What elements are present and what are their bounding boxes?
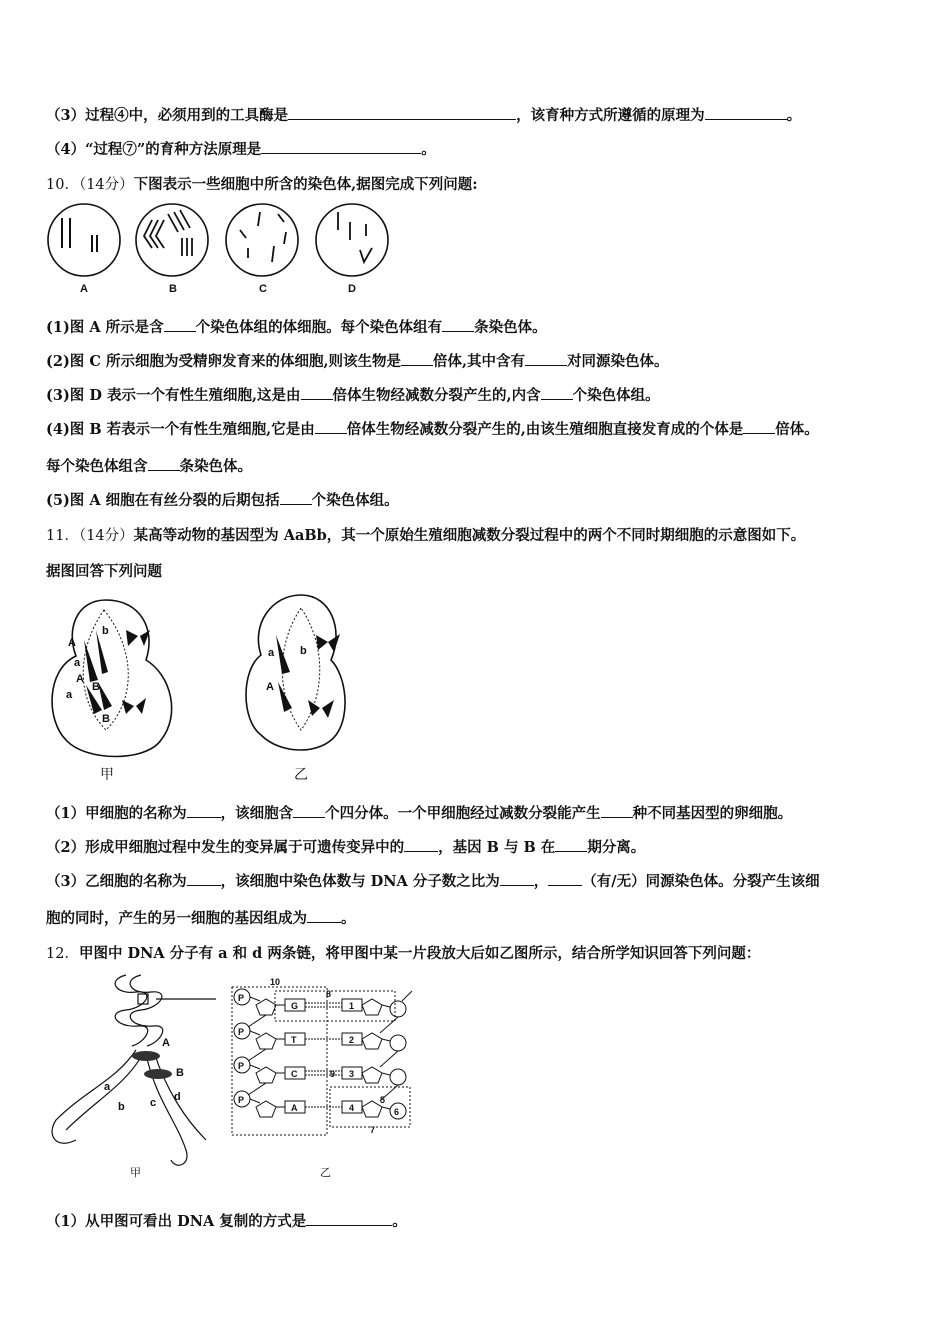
chromosome-figure xyxy=(40,200,400,300)
answer-blank[interactable] xyxy=(315,420,347,434)
q10-heading: 10．（14分）下图表示一些细胞中所含的染色体,据图完成下列问题: xyxy=(46,176,478,193)
answer-blank[interactable] xyxy=(261,140,421,154)
jia-label-A: A xyxy=(162,1037,170,1049)
yi-label-b: b xyxy=(300,645,307,657)
answer-blank[interactable] xyxy=(442,318,474,332)
fig-label-yi-dna: 乙 xyxy=(320,1166,331,1179)
num-4: 4 xyxy=(349,1103,355,1113)
jia-label-B1: B xyxy=(92,681,100,693)
fig-label-jia-dna: 甲 xyxy=(130,1166,141,1179)
jia-label-B2: B xyxy=(102,713,110,725)
answer-blank[interactable] xyxy=(306,1212,392,1226)
answer-blank[interactable] xyxy=(555,838,587,852)
jia-label-A1: A xyxy=(68,637,76,649)
q10-s4-cont: 每个染色体组含 条染色体。 xyxy=(46,458,252,475)
answer-blank[interactable] xyxy=(307,909,341,923)
base-A: A xyxy=(291,1103,298,1113)
fig-label-jia: 甲 xyxy=(100,767,114,783)
meiosis-figure xyxy=(46,590,376,790)
jia-label-A2: A xyxy=(76,673,84,685)
answer-blank[interactable] xyxy=(164,318,196,332)
num-3: 3 xyxy=(349,1069,355,1079)
phosphate-label: P xyxy=(238,1061,245,1071)
replication-enzyme-A xyxy=(132,1051,160,1061)
cell-a xyxy=(48,204,120,276)
answer-blank[interactable] xyxy=(404,838,438,852)
answer-blank[interactable] xyxy=(288,106,516,120)
num-6: 6 xyxy=(394,1107,400,1117)
num-8: 8 xyxy=(326,989,332,999)
chromosomes-d xyxy=(338,212,372,262)
num-10: 10 xyxy=(270,977,281,987)
answer-blank[interactable] xyxy=(148,457,180,471)
answer-blank[interactable] xyxy=(743,420,775,434)
cell-d xyxy=(316,204,388,276)
yi-label-A: A xyxy=(266,681,274,693)
base-T: T xyxy=(291,1035,297,1045)
answer-blank[interactable] xyxy=(705,106,787,120)
chromosomes-c xyxy=(240,212,286,262)
label-b: B xyxy=(169,283,177,295)
answer-blank[interactable] xyxy=(500,872,534,886)
q12-heading: 12．甲图中 DNA 分子有 a 和 d 两条链，将甲图中某一片段放大后如乙图所示，结合所学知识回答下列问题： xyxy=(46,945,761,962)
answer-blank[interactable] xyxy=(187,872,221,886)
q11-heading-cont: 据图回答下列问题 xyxy=(46,563,162,580)
fig-label-yi: 乙 xyxy=(294,767,308,783)
answer-blank[interactable] xyxy=(601,804,633,818)
num-5: 5 xyxy=(380,1095,386,1105)
base-C: C xyxy=(291,1069,298,1079)
label-d: D xyxy=(348,283,356,295)
phosphate-label: P xyxy=(238,1095,245,1105)
jia-label-d: d xyxy=(174,1091,181,1103)
num-1: 1 xyxy=(349,1001,355,1011)
q11-s2: （2）形成甲细胞过程中发生的变异属于可遗传变异中的 ，基因 B 与 B 在 期分离。 xyxy=(46,839,646,856)
answer-blank[interactable] xyxy=(541,386,573,400)
dna-replication-figure xyxy=(46,970,226,1180)
q9-part3: （3）过程④中，必须用到的工具酶是 ，该育种方式所遵循的原理为 。 xyxy=(46,107,802,124)
yi-label-a: a xyxy=(268,647,275,659)
base-G: G xyxy=(291,1001,299,1011)
jia-label-c: c xyxy=(150,1097,157,1109)
jia-label-a1: a xyxy=(74,657,81,669)
jia-label-b: b xyxy=(118,1101,125,1113)
answer-blank[interactable] xyxy=(401,352,433,366)
q10-s4: (4)图 B 若表示一个有性生殖细胞,它是由 倍体生物经减数分裂产生的,由该生殖细胞直接发育成的个体是 倍体。 xyxy=(46,421,819,438)
jia-label-a2: a xyxy=(66,689,73,701)
num-9: 9 xyxy=(330,1069,336,1079)
jia-label-B: B xyxy=(176,1067,184,1079)
jia-label-b: b xyxy=(102,625,109,637)
label-c: C xyxy=(259,283,267,295)
cell-yi-outline xyxy=(246,595,345,750)
answer-blank[interactable] xyxy=(280,491,312,505)
chromosomes-b xyxy=(144,210,192,256)
chromosomes-a xyxy=(62,218,97,252)
phosphate-label: P xyxy=(238,1027,245,1037)
q9-part4: （4）“过程⑦”的育种方法原理是 。 xyxy=(46,141,436,158)
answer-blank[interactable] xyxy=(293,804,325,818)
q11-s3: （3）乙细胞的名称为 ，该细胞中染色体数与 DNA 分子数之比为 ， （有/无）同源染色体。分裂产生该细 xyxy=(46,873,820,890)
answer-blank[interactable] xyxy=(301,386,333,400)
q10-s2: (2)图 C 所示细胞为受精卵发育来的体细胞,则该生物是 倍体,其中含有 对同源染色体。 xyxy=(46,353,669,370)
cell-c xyxy=(226,204,298,276)
q11-s3-cont: 胞的同时，产生的另一细胞的基因组成为 。 xyxy=(46,910,356,927)
jia-label-a: a xyxy=(104,1081,111,1093)
replication-enzyme-B xyxy=(144,1069,172,1079)
answer-blank[interactable] xyxy=(187,804,221,818)
q11-heading: 11．（14分）某高等动物的基因型为 AaBb，其一个原始生殖细胞减数分裂过程中的两个不同时期细胞的示意图如下。 xyxy=(46,527,806,544)
q10-s3: (3)图 D 表示一个有性生殖细胞,这是由 倍体生物经减数分裂产生的,内含 个染色体组。 xyxy=(46,387,660,404)
num-7: 7 xyxy=(370,1125,376,1135)
q10-s1: (1)图 A 所示是含 个染色体组的体细胞。每个染色体组有 条染色体。 xyxy=(46,319,547,336)
answer-blank[interactable] xyxy=(525,352,567,366)
q11-s1: （1）甲细胞的名称为 ，该细胞含 个四分体。一个甲细胞经过减数分裂能产生 种不同基因型的卵细胞。 xyxy=(46,805,793,822)
q12-s1: （1）从甲图可看出 DNA 复制的方式是 。 xyxy=(46,1213,407,1230)
phosphate-label: P xyxy=(238,993,245,1003)
q10-s5: (5)图 A 细胞在有丝分裂的后期包括 个染色体组。 xyxy=(46,492,399,509)
cell-jia-outline xyxy=(52,600,172,757)
dna-structure-figure xyxy=(230,975,420,1155)
answer-blank[interactable] xyxy=(548,872,582,886)
num-2: 2 xyxy=(349,1035,355,1045)
label-a: A xyxy=(80,283,88,295)
